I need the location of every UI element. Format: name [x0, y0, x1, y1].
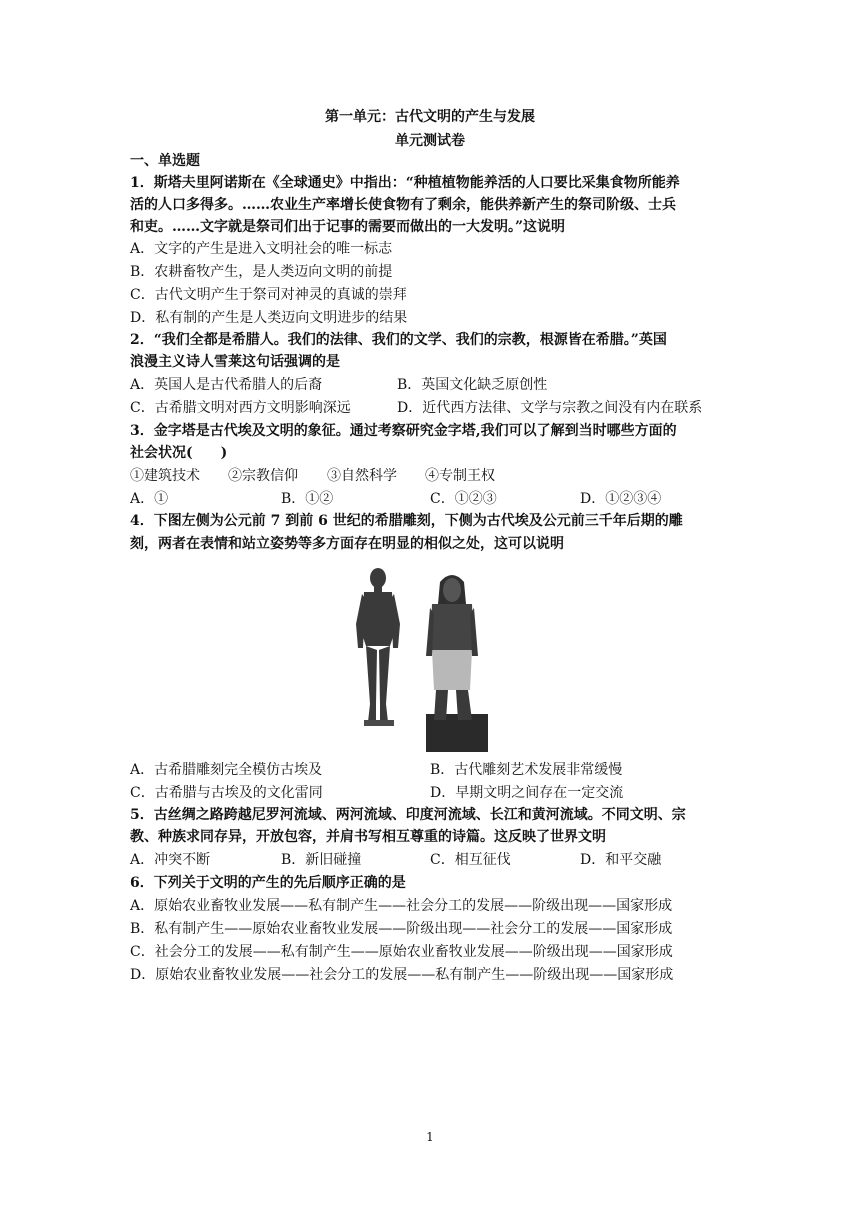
question-2-line-2: 浪漫主义诗人雪莱这句话强调的是	[130, 354, 340, 370]
question-1-line-2: 活的人口多得多。……农业生产率增长使食物有了剩余，能供养新产生的祭司阶级、士兵	[130, 197, 676, 213]
question-1-option-c: C．古代文明产生于祭司对神灵的真诚的崇拜	[130, 287, 407, 303]
question-1-option-a: A．文字的产生是进入文明社会的唯一标志	[130, 241, 393, 257]
question-3-option-d: D．①②③④	[580, 491, 662, 507]
question-4-option-b: B．古代雕刻艺术发展非常缓慢	[430, 762, 623, 778]
question-2-option-a: A．英国人是古代希腊人的后裔	[130, 377, 323, 393]
question-2-line-1: 2．“我们全都是希腊人。我们的法律、我们的文学、我们的宗教，根源皆在希腊。”英国	[130, 332, 667, 348]
page-title: 第一单元：古代文明的产生与发展	[325, 109, 535, 125]
question-4-option-a: A．古希腊雕刻完全模仿古埃及	[130, 762, 323, 778]
question-1-option-b: B．农耕畜牧产生，是人类迈向文明的前提	[130, 264, 393, 280]
page-subtitle: 单元测试卷	[395, 133, 465, 149]
question-6-option-b: B．私有制产生——原始农业畜牧业发展——阶级出现——社会分工的发展——国家形成	[130, 921, 673, 937]
question-5-option-d: D．和平交融	[580, 852, 662, 868]
question-4-option-c: C．古希腊与古埃及的文化雷同	[130, 785, 323, 801]
question-3-item-2: ②宗教信仰	[228, 468, 298, 484]
question-2-option-c: C．古希腊文明对西方文明影响深远	[130, 400, 351, 416]
question-4-line-1: 4．下图左侧为公元前 7 到前 6 世纪的希腊雕刻，下侧为古代埃及公元前三千年后期的雕	[130, 513, 683, 529]
question-3-item-4: ④专制王权	[425, 468, 495, 484]
question-3-item-1: ①建筑技术	[130, 468, 200, 484]
question-6-option-c: C．社会分工的发展——私有制产生——原始农业畜牧业发展——阶级出现——国家形成	[130, 944, 673, 960]
question-5-option-b: B．新旧碰撞	[281, 852, 362, 868]
question-3-item-3: ③自然科学	[327, 468, 397, 484]
question-5-line-2: 教、种族求同存异，开放包容，并肩书写相互尊重的诗篇。这反映了世界文明	[130, 829, 606, 845]
question-5-option-c: C．相互征伐	[430, 852, 511, 868]
question-3-option-a: A．①	[130, 491, 169, 507]
question-4-option-d: D．早期文明之间存在一定交流	[430, 785, 624, 801]
question-5-line-1: 5．古丝绸之路跨越尼罗河流域、两河流域、印度河流域、长江和黄河流域。不同文明、宗	[130, 807, 686, 823]
question-6-line-1: 6．下列关于文明的产生的先后顺序正确的是	[130, 875, 406, 891]
question-5-option-a: A．冲突不断	[130, 852, 211, 868]
question-4-line-2: 刻，两者在表情和站立姿势等多方面存在明显的相似之处，这可以说明	[130, 536, 564, 552]
question-3-option-b: B．①②	[281, 491, 334, 507]
question-3-line-1: 3．金字塔是古代埃及文明的象征。通过考察研究金字塔,我们可以了解到当时哪些方面的	[130, 423, 677, 439]
question-3-line-2: 社会状况( )	[130, 445, 228, 461]
question-6-option-a: A．原始农业畜牧业发展——私有制产生——社会分工的发展——阶级出现——国家形成	[130, 898, 673, 914]
question-1-line-3: 和吏。……文字就是祭司们出于记事的需要而做出的一大发明。”这说明	[130, 219, 566, 235]
question-1-option-d: D．私有制的产生是人类迈向文明进步的结果	[130, 310, 408, 326]
page-number: 1	[426, 1130, 434, 1144]
question-2-option-d: D．近代西方法律、文学与宗教之间没有内在联系	[397, 400, 703, 416]
section-heading: 一、单选题	[130, 153, 200, 169]
greek-sculpture-figure	[356, 568, 400, 726]
question-1-line-1: 1．斯塔夫里阿诺斯在《全球通史》中指出：“种植植物能养活的人口要比采集食物所能养	[130, 175, 680, 191]
sculpture-image	[348, 564, 488, 752]
question-2-option-b: B．英国文化缺乏原创性	[397, 377, 548, 393]
question-6-option-d: D．原始农业畜牧业发展——社会分工的发展——私有制产生——阶级出现——国家形成	[130, 967, 674, 983]
question-3-option-c: C．①②③	[430, 491, 497, 507]
egyptian-sculpture-figure	[426, 575, 488, 752]
